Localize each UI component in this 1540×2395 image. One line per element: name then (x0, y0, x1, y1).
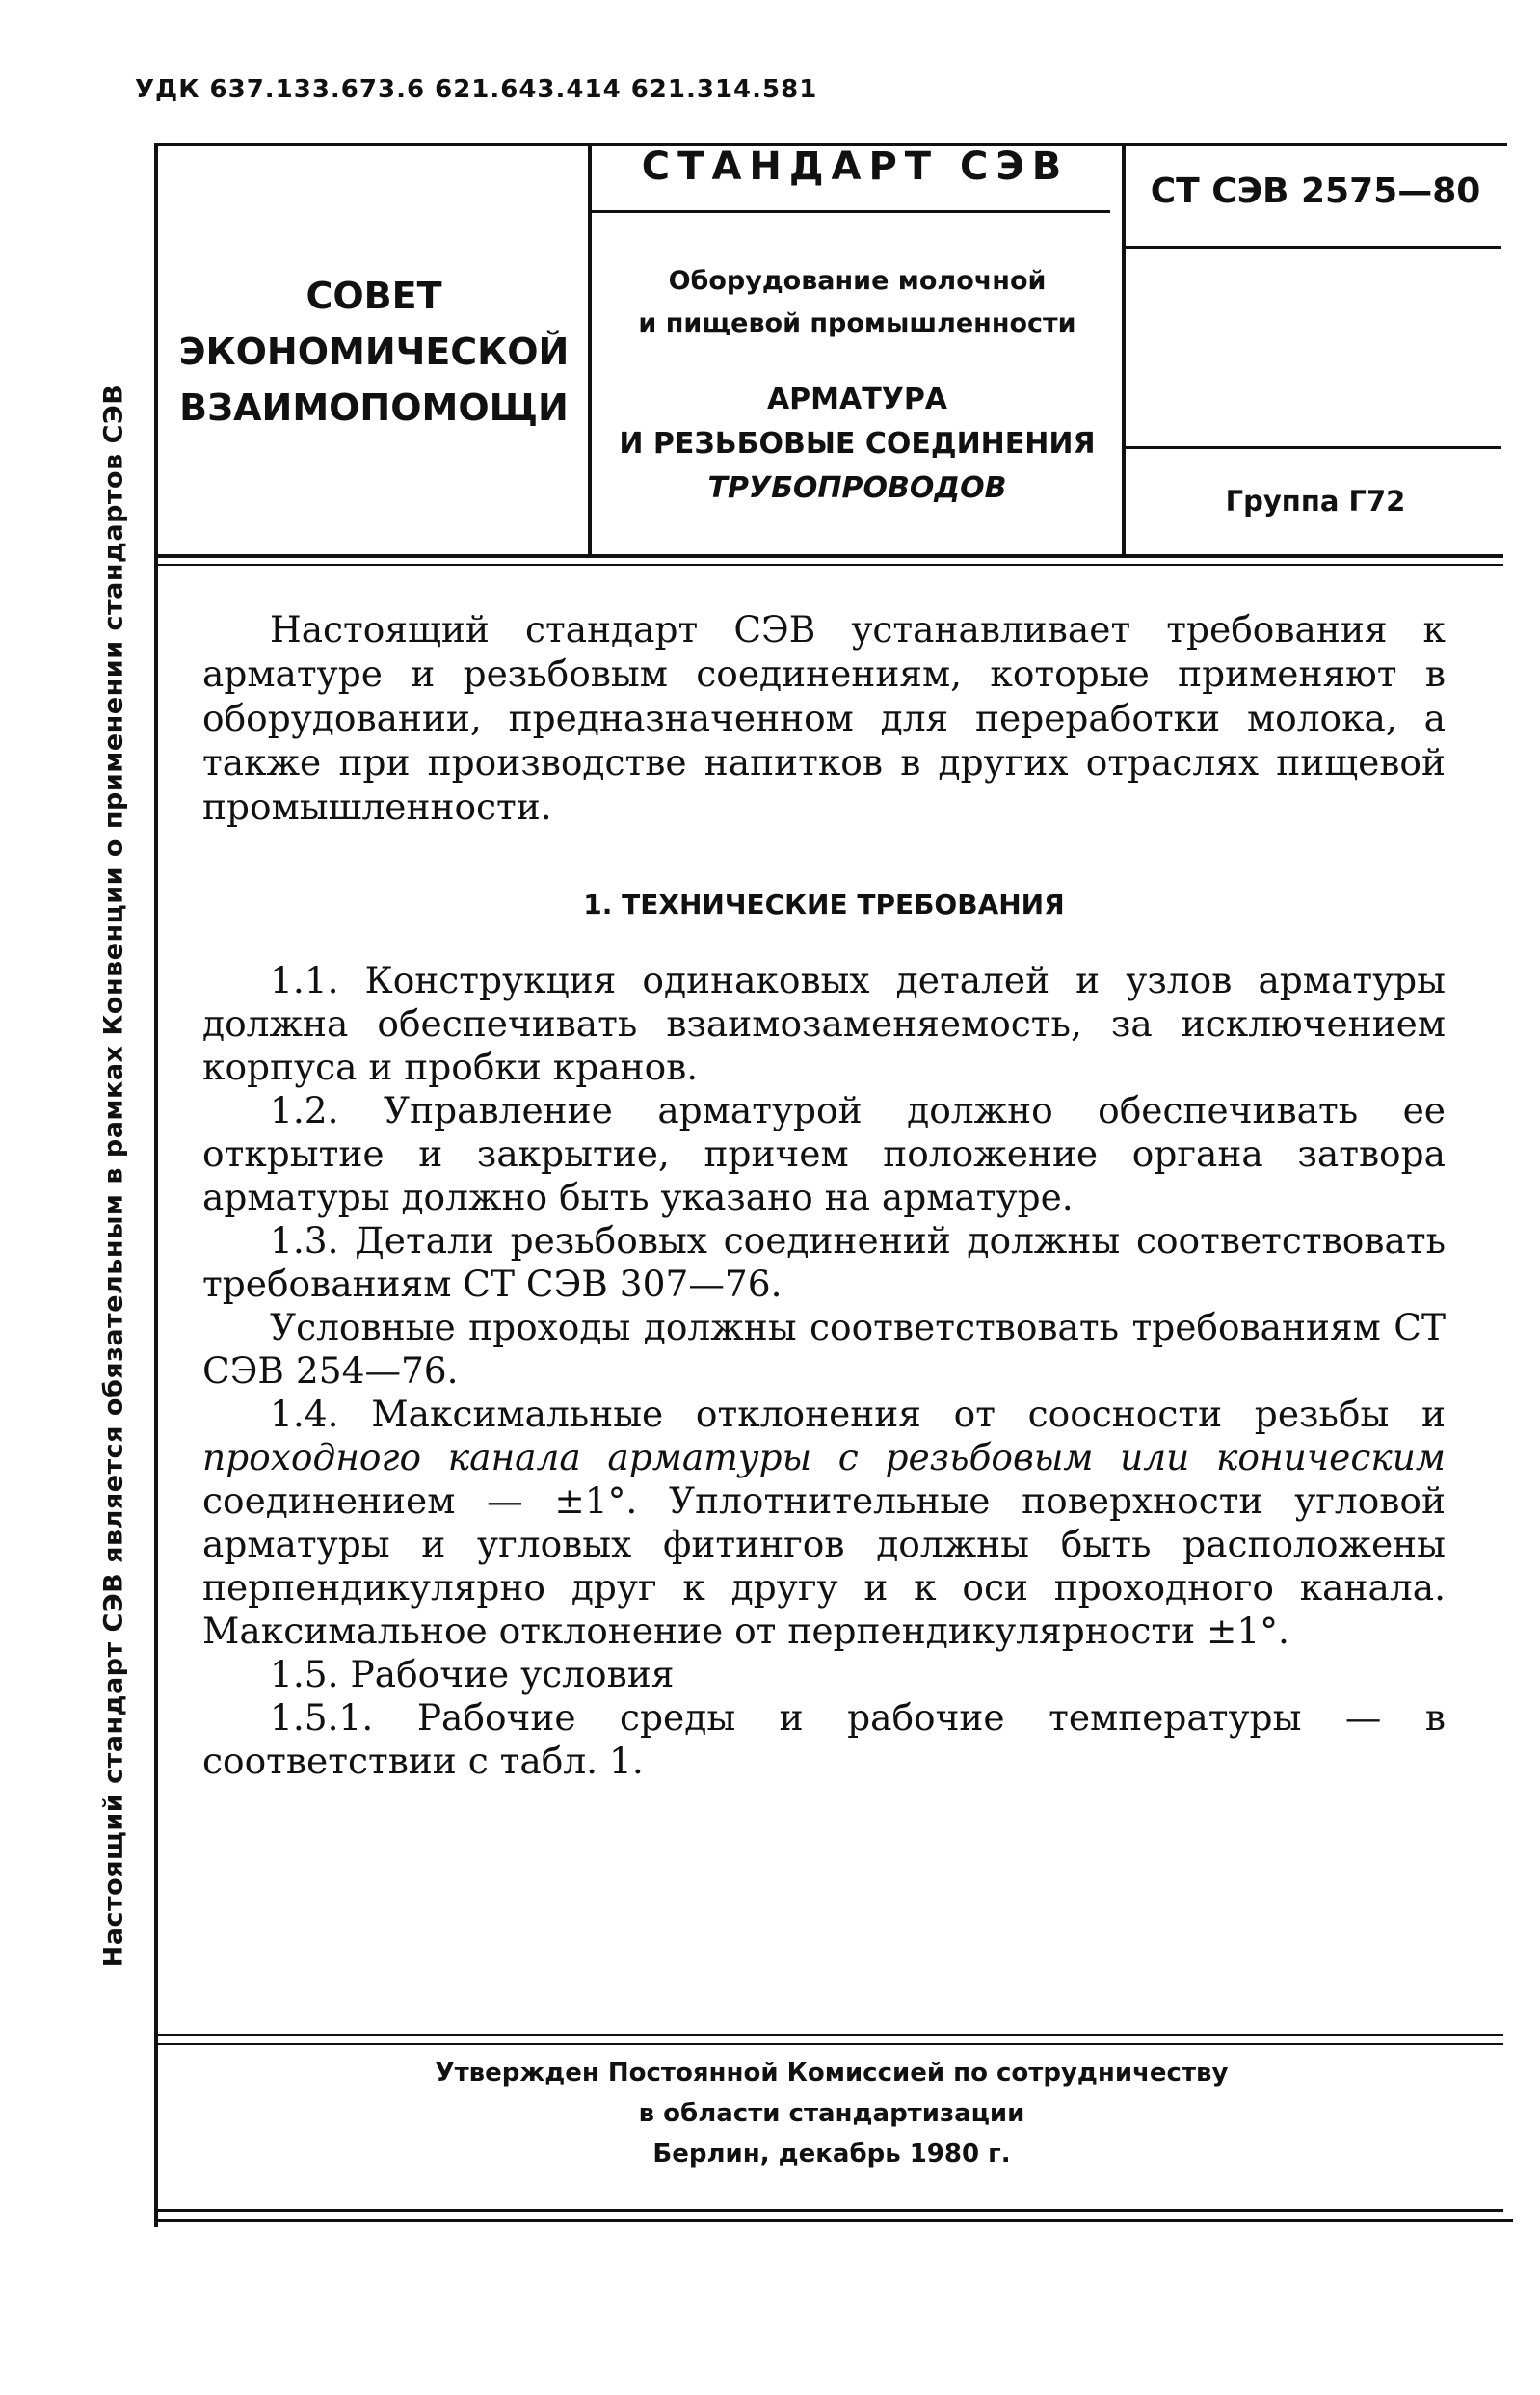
side-note-vertical: Настоящий стандарт СЭВ является обязательным в рамках Конвенции о применении стандартов СЭВ (98, 384, 129, 1968)
standard-label: СТАНДАРТ СЭВ (641, 145, 1070, 189)
approval-line-1: Утвержден Постоянной Комиссией по сотрудничеству (435, 2059, 1229, 2088)
footer-top-rule-thin (154, 2043, 1503, 2045)
footer-bottom-rule (154, 2209, 1503, 2212)
requirements-block (202, 959, 1446, 1783)
footer-top-rule (154, 2034, 1503, 2036)
clause-1-4-start: 1.4. Максимальные отклонения от соосности резьбы и (270, 1393, 1446, 1435)
title-line-1: АРМАТУРА (766, 383, 948, 416)
clause-1-2: 1.2. Управление арматурой должно обеспечивать ее открытие и закрытие, причем положение органа затвора арматуры должно быть указано на арматуре. (202, 1089, 1446, 1218)
council-line-2: ЭКОНОМИЧЕСКОЙ (178, 331, 570, 373)
clause-1-5-1: 1.5.1. Рабочие среды и рабочие температуры — в соответствии с табл. 1. (202, 1696, 1446, 1782)
intro-block (202, 607, 1446, 829)
clause-1-3-note: Условные проходы должны соответствовать требованиям СТ СЭВ 254—76. (202, 1306, 1446, 1392)
council-name (162, 268, 586, 436)
clause-1-3: 1.3. Детали резьбовых соединений должны соответствовать требованиям СТ СЭВ 307—76. (202, 1219, 1446, 1305)
approval-line-2: в области стандартизации (638, 2099, 1025, 2128)
clause-1-4-end: соединением — ±1°. Уплотнительные поверхности угловой арматуры и угловых фитингов должны быть расположены перпендикулярно друг к другу и к оси проходного канала. Максимальное отклонение от перпендикулярности ±1°. (202, 1479, 1446, 1652)
header-rule-standard (590, 210, 1110, 213)
title-line-3: ТРУБОПРОВОДОВ (707, 471, 1007, 505)
section-title: 1. ТЕХНИЧЕСКИЕ ТРЕБОВАНИЯ (583, 889, 1065, 920)
council-line-3: ВЗАИМОПОМОЩИ (179, 386, 569, 429)
header-bottom-rule (154, 554, 1503, 558)
clause-1-5: 1.5. Рабочие условия (270, 1653, 675, 1695)
standard-number: СТ СЭВ 2575—80 (1150, 172, 1481, 211)
intro-paragraph: Настоящий стандарт СЭВ устанавливает требования к арматуре и резьбовым соединениям, которые применяют в оборудовании, предназначенном для переработки молока, а также при производстве напитков в других отраслях пищевой промышленности. (202, 608, 1446, 828)
council-line-1: СОВЕТ (305, 275, 442, 317)
footer-bottom-rule-2 (154, 2219, 1513, 2222)
header-bottom-rule-thin (154, 564, 1503, 566)
clause-1-1: 1.1. Конструкция одинаковых деталей и узлов арматуры должна обеспечивать взаимозаменяемость, за исключением корпуса и пробки кранов. (202, 959, 1446, 1088)
clause-1-4-italic: проходного канала арматуры с резьбовым или коническим (202, 1436, 1446, 1478)
header-rule-number (1126, 246, 1501, 249)
standard-title (590, 378, 1125, 511)
subtitle-line-1: Оборудование молочной (668, 266, 1047, 296)
subtitle-line-2: и пищевой промышленности (638, 308, 1076, 338)
standard-subtitle (590, 260, 1125, 345)
header-rule-group (1126, 446, 1501, 449)
title-line-2: И РЕЗЬБОВЫЕ СОЕДИНЕНИЯ (619, 427, 1096, 461)
approval-line-3: Берлин, декабрь 1980 г. (652, 2140, 1011, 2169)
clause-1-4 (202, 1393, 1446, 1653)
approval-note (162, 2053, 1501, 2174)
standard-group: Группа Г72 (1225, 485, 1406, 518)
udk-code: УДК 637.133.673.6 621.643.414 621.314.581 (135, 75, 818, 104)
